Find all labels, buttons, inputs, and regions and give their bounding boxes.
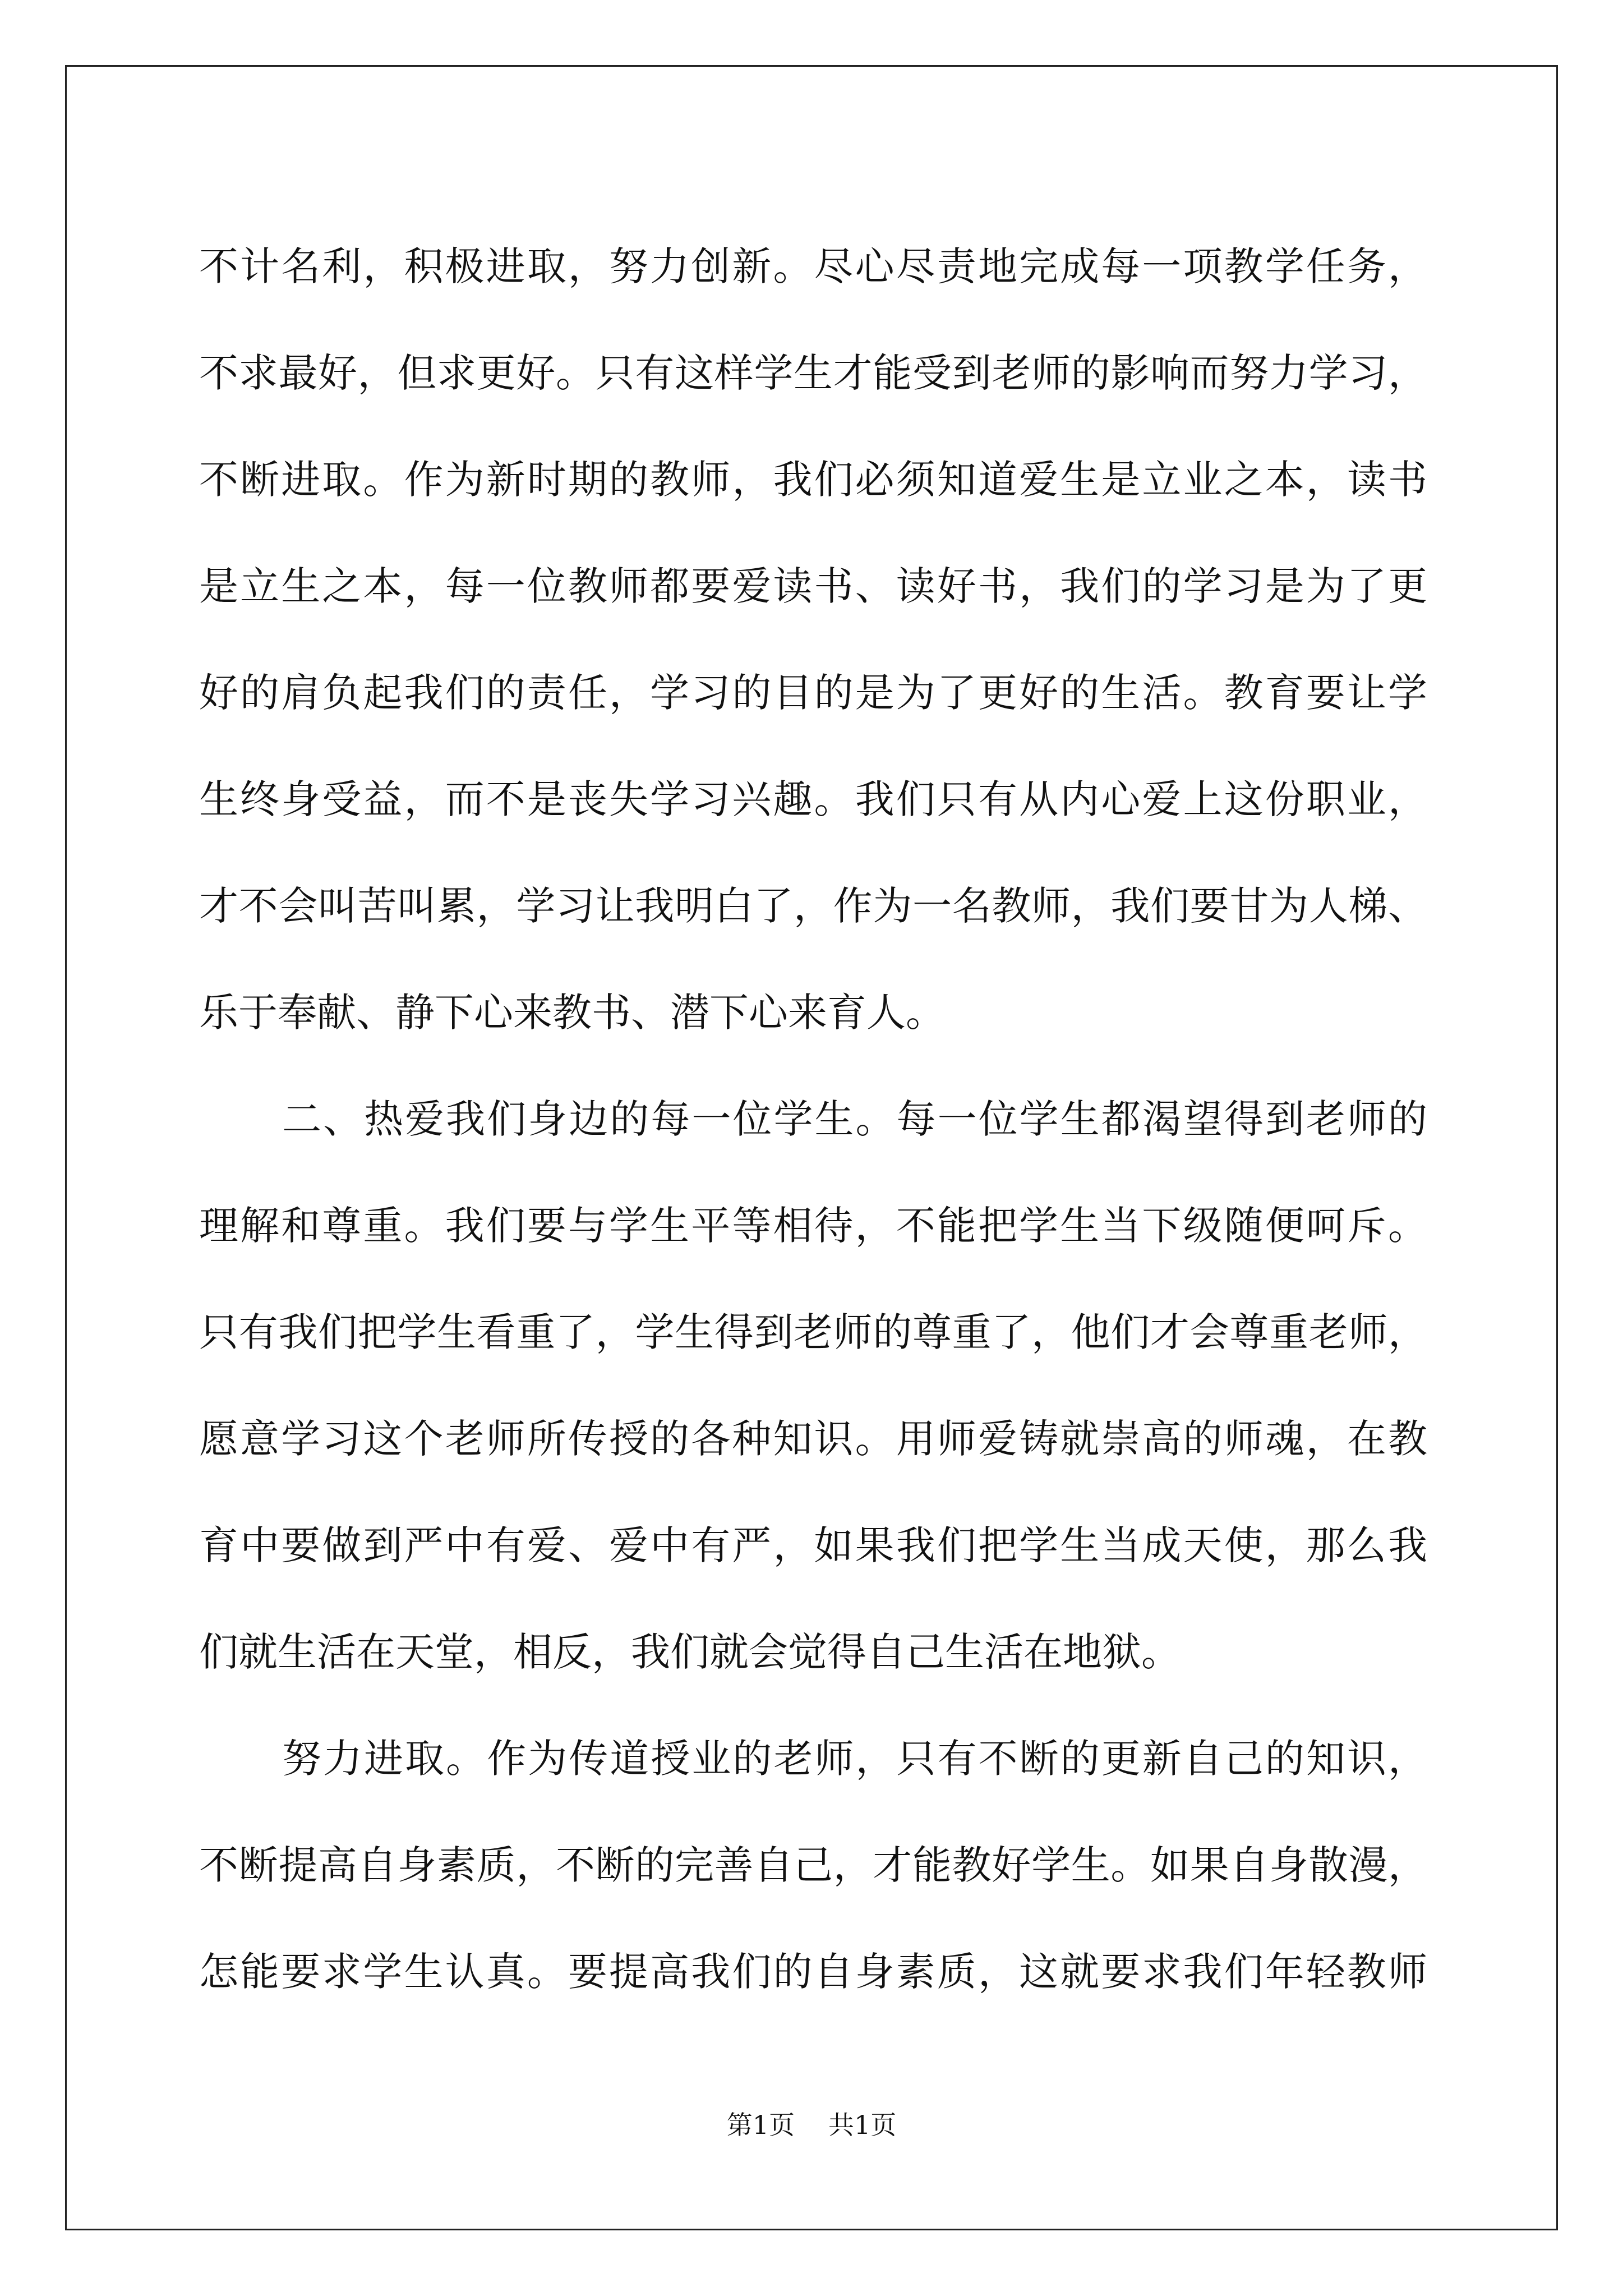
text-line: 理解和尊重。我们要与学生平等相待，不能把学生当下级随便呵斥。 (199, 1203, 1427, 1249)
text-line: 育中要做到严中有爱、爱中有严，如果我们把学生当成天使，那么我 (199, 1522, 1427, 1568)
text-line: 不断进取。作为新时期的教师，我们必须知道爱生是立业之本，读书 (199, 457, 1427, 503)
page-number: 第1页 (726, 2110, 795, 2140)
text-line: 乐于奉献、静下心来教书、潜下心来育人。 (199, 990, 945, 1036)
text-line: 不计名利，积极进取，努力创新。尽心尽责地完成每一项教学任务， (199, 243, 1427, 289)
total-pages: 共1页 (828, 2110, 897, 2140)
text-line: 是立生之本，每一位教师都要爱读书、读好书，我们的学习是为了更 (199, 563, 1427, 609)
text-line: 愿意学习这个老师所传授的各种知识。用师爱铸就崇高的师魂，在教 (199, 1416, 1427, 1462)
text-line: 只有我们把学生看重了，学生得到老师的尊重了，他们才会尊重老师， (199, 1309, 1427, 1355)
text-line: 们就生活在天堂，相反，我们就会觉得自己生活在地狱。 (199, 1629, 1181, 1675)
page-footer (0, 2108, 1623, 2142)
text-line-paragraph-start: 二、热爱我们身边的每一位学生。每一位学生都渴望得到老师的 (282, 1096, 1427, 1142)
document-body (199, 213, 1427, 2025)
text-line: 不断提高自身素质，不断的完善自己，才能教好学生。如果自身散漫， (199, 1842, 1427, 1888)
text-line: 怎能要求学生认真。要提高我们的自身素质，这就要求我们年轻教师 (199, 1949, 1427, 1995)
text-line: 生终身受益，而不是丧失学习兴趣。我们只有从内心爱上这份职业， (199, 776, 1427, 822)
text-line: 好的肩负起我们的责任，学习的目的是为了更好的生活。教育要让学 (199, 670, 1427, 716)
text-line-paragraph-start: 努力进取。作为传道授业的老师，只有不断的更新自己的知识， (282, 1736, 1427, 1782)
text-line: 不求最好，但求更好。只有这样学生才能受到老师的影响而努力学习， (199, 350, 1427, 396)
text-line: 才不会叫苦叫累，学习让我明白了，作为一名教师，我们要甘为人梯、 (199, 883, 1427, 929)
